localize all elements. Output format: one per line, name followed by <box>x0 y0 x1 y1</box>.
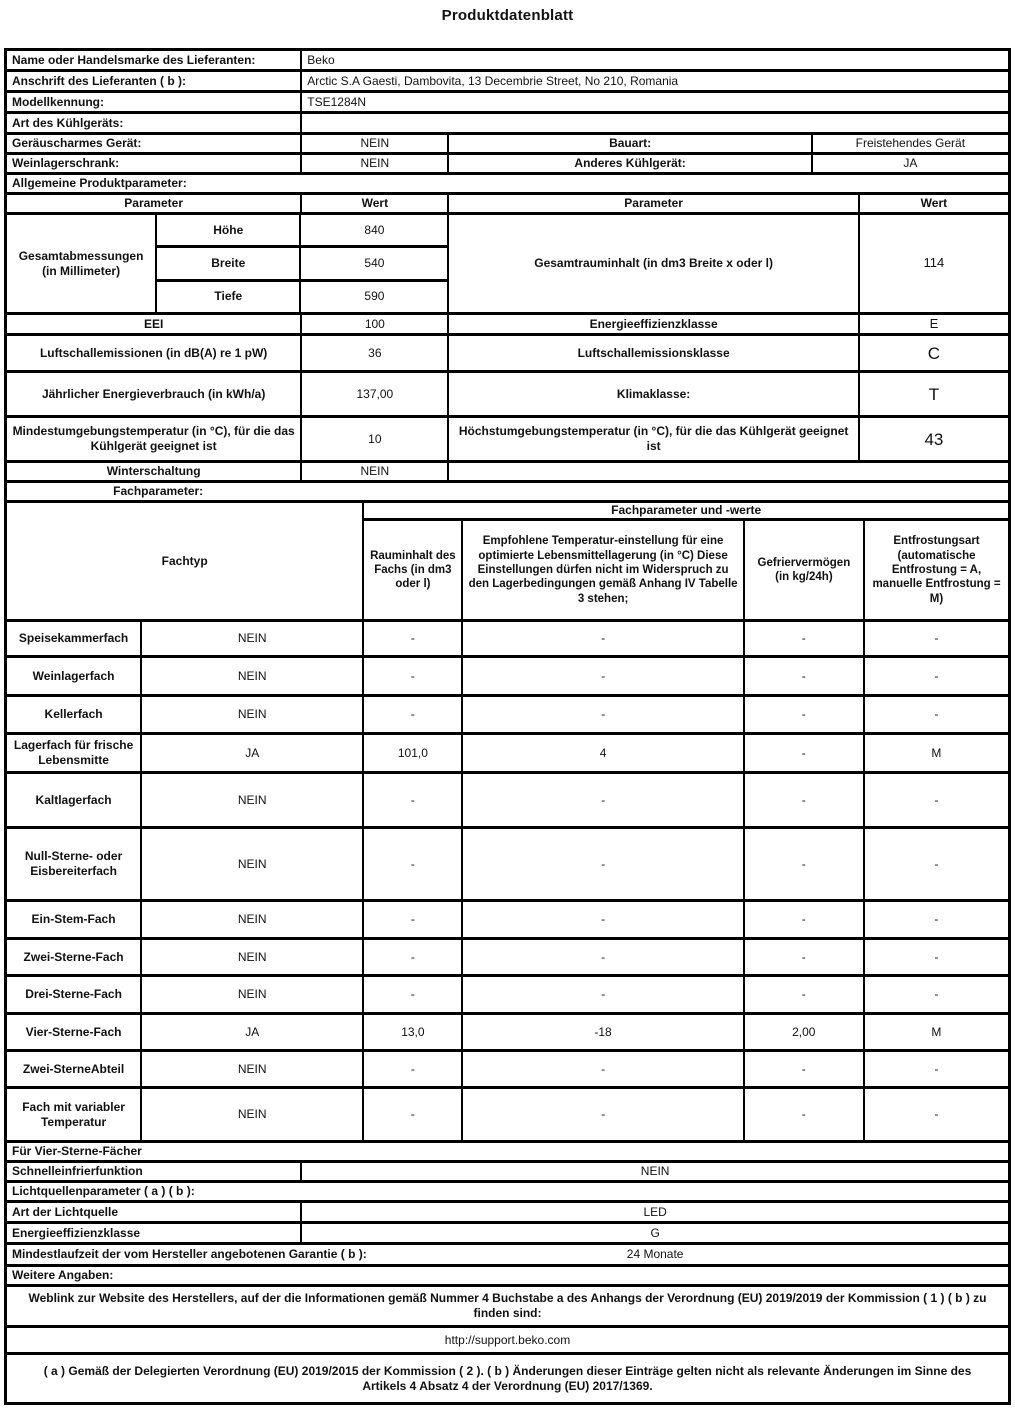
compartment-present: NEIN <box>142 1052 364 1086</box>
compartment-volume: - <box>364 1052 463 1086</box>
value-cell: 590 <box>364 289 385 304</box>
value-cell: LED <box>643 1204 667 1219</box>
table-row-winter-setting <box>7 463 1008 483</box>
compartment-freezing: - <box>745 658 865 694</box>
section-header-compartment <box>7 483 1008 503</box>
compartment-present: JA <box>142 1015 364 1049</box>
compartment-name: Fach mit variabler Temperatur <box>7 1089 142 1140</box>
label-cell: Bauart: <box>449 135 812 152</box>
column-header-defrost-type: Entfrostungsart (automatische Entfrostung = A, manuelle Entfrostung = M) <box>872 535 1001 605</box>
compartment-temperature: -18 <box>463 1015 744 1049</box>
section-title: Lichtquellenparameter ( a ) ( b ): <box>12 1184 195 1199</box>
table-row-dimensions <box>7 215 1008 315</box>
compartment-defrost: - <box>934 949 939 964</box>
table-row-compartment <box>7 977 1008 1015</box>
compartment-temperature: - <box>463 977 744 1012</box>
compartment-temperature: - <box>463 697 744 732</box>
value-cell: 10 <box>302 418 449 460</box>
label-cell: Jährlicher Energieverbrauch (in kWh/a) <box>7 373 302 415</box>
weblink-note: Weblink zur Website des Herstellers, auf der die Informationen gemäß Nummer 4 Buchstabe a des Anhangs der Verordnung (EU) 2019/2019 der Kommission ( 1 ) ( b ) zu finden sind: <box>28 1291 987 1321</box>
value-cell: JA <box>903 156 918 170</box>
section-header-more-info <box>7 1267 1008 1287</box>
compartment-present: JA <box>142 735 364 771</box>
label-text: Mindestlaufzeit der vom Hersteller angebotenen Garantie ( b ): <box>12 1247 367 1262</box>
compartment-freezing: 2,00 <box>745 1015 865 1049</box>
table-row-compartment <box>7 658 1008 697</box>
table-row-compartment <box>7 940 1008 977</box>
value-cell: Freistehendes Gerät <box>855 136 966 150</box>
table-row-depth <box>157 282 447 312</box>
compartment-freezing: - <box>745 697 865 732</box>
table-row-supplier-address <box>7 72 1008 93</box>
compartment-temperature: 4 <box>463 735 744 771</box>
compartment-temperature: - <box>463 774 744 826</box>
value-cell: 43 <box>924 429 944 449</box>
compartment-defrost: M <box>931 1024 942 1039</box>
label-cell: Anderes Kühlgerät: <box>449 155 812 172</box>
compartment-present: NEIN <box>142 940 364 974</box>
compartment-temperature: - <box>463 658 744 694</box>
label-cell: Höchstumgebungstemperatur (in °C), für die das Kühlgerät geeignet ist <box>449 418 859 460</box>
column-header-freezing-capacity: Gefriervermögen (in kg/24h) <box>745 521 865 619</box>
compartment-defrost: - <box>934 707 939 722</box>
column-header: Wert <box>302 195 449 212</box>
label-cell: Luftschallemissionen (in dB(A) re 1 pW) <box>7 336 302 370</box>
section-title: Für Vier-Sterne-Fächer <box>12 1144 142 1159</box>
compartment-name: Lagerfach für frische Lebensmitte <box>7 735 142 771</box>
label-cell: Schnelleinfrierfunktion <box>7 1163 302 1180</box>
table-row-height <box>157 215 447 248</box>
label-cell: Luftschallemissionsklasse <box>449 336 859 370</box>
compartment-defrost: - <box>934 987 939 1002</box>
label-cell: Energieeffizienzklasse <box>7 1224 302 1242</box>
table-row-compartment <box>7 1015 1008 1052</box>
table-row-fast-freeze <box>7 1163 1008 1183</box>
compartment-header-group <box>364 503 1008 619</box>
table-row-weblink-note <box>7 1287 1008 1328</box>
warranty-cell <box>7 1245 1008 1264</box>
section-header-general <box>7 175 1008 195</box>
compartment-volume: 101,0 <box>364 735 463 771</box>
compartment-name: Speisekammerfach <box>7 622 142 655</box>
compartment-temperature: - <box>463 1052 744 1086</box>
dimensions-subtable <box>157 215 449 312</box>
compartment-freezing: - <box>745 622 865 655</box>
value-text: 24 Monate <box>626 1247 684 1262</box>
table-row-width <box>157 248 447 281</box>
compartment-volume: - <box>364 977 463 1012</box>
compartment-freezing: - <box>745 829 865 899</box>
compartment-freezing: - <box>745 902 865 937</box>
table-row-appliance-type <box>7 114 1008 135</box>
section-title: Allgemeine Produktparameter: <box>12 176 187 190</box>
table-row-compartment <box>7 1052 1008 1089</box>
compartment-name: Zwei-SterneAbteil <box>7 1052 142 1086</box>
table-row-supplier-name <box>7 51 1008 72</box>
compartment-present: NEIN <box>142 829 364 899</box>
compartment-present: NEIN <box>142 1089 364 1140</box>
label-cell: Breite <box>157 248 301 278</box>
compartment-name: Zwei-Sterne-Fach <box>7 940 142 974</box>
compartment-defrost: - <box>934 1061 939 1076</box>
compartment-volume: - <box>364 940 463 974</box>
compartment-volume: - <box>364 902 463 937</box>
compartment-temperature: - <box>463 1089 744 1140</box>
value-cell: 540 <box>364 255 385 270</box>
label-cell: Name oder Handelsmarke des Lieferanten: <box>7 51 302 69</box>
compartment-name: Null-Sterne- oder Eisbereiterfach <box>7 829 142 899</box>
compartment-freezing: - <box>745 1052 865 1086</box>
table-row-compartment <box>7 902 1008 940</box>
table-row-compartment <box>7 1089 1008 1143</box>
section-title-text: Fachparameter: <box>113 484 204 499</box>
compartment-name: Kellerfach <box>7 697 142 732</box>
label-cell: Höhe <box>157 215 301 245</box>
label-cell: Gesamtabmessungen (in Millimeter) <box>7 215 157 312</box>
compartment-freezing: - <box>745 735 865 771</box>
table-row-model-id <box>7 93 1008 114</box>
section-header-four-star <box>7 1143 1008 1163</box>
compartment-name: Kaltlagerfach <box>7 774 142 826</box>
value-cell: 137,00 <box>302 373 449 415</box>
compartment-volume: - <box>364 1089 463 1140</box>
column-header: Parameter <box>7 195 302 212</box>
label-cell: Geräuscharmes Gerät: <box>7 135 302 152</box>
compartment-temperature: - <box>463 829 744 899</box>
compartment-present: NEIN <box>142 658 364 694</box>
compartment-defrost: - <box>934 912 939 927</box>
value-cell: 100 <box>302 315 449 333</box>
value-cell: NEIN <box>640 1164 670 1179</box>
compartment-name: Drei-Sterne-Fach <box>7 977 142 1012</box>
compartment-volume: - <box>364 622 463 655</box>
table-row-compartment <box>7 774 1008 829</box>
column-header: Parameter <box>449 195 859 212</box>
value-cell: Beko <box>307 52 335 67</box>
column-header-temperature: Empfohlene Temperatur-einstellung für eine optimierte Lebensmittellagerung (in °C) Diese Einstellungen dürfen nicht im Widerspruch zu den Lagerbedingungen gemäß Anhang IV Tabelle 3 stehen; <box>463 521 744 619</box>
compartment-present: NEIN <box>142 977 364 1012</box>
value-cell: NEIN <box>302 463 449 480</box>
table-row-compartment <box>7 697 1008 735</box>
table-row-warranty <box>7 1245 1008 1267</box>
compartment-present: NEIN <box>142 622 364 655</box>
compartment-freezing: - <box>745 1089 865 1140</box>
compartment-volume: 13,0 <box>364 1015 463 1049</box>
column-header-volume: Rauminhalt des Fachs (in dm3 oder l) <box>364 521 463 619</box>
product-datasheet-table <box>4 48 1011 1405</box>
table-row-light-type <box>7 1203 1008 1224</box>
compartment-freezing: - <box>745 940 865 974</box>
label-cell: Art des Kühlgeräts: <box>7 114 302 132</box>
compartment-defrost: - <box>934 631 939 646</box>
compartment-name: Vier-Sterne-Fach <box>7 1015 142 1049</box>
compartment-volume: - <box>364 829 463 899</box>
empty-cell <box>449 463 1008 480</box>
table-row-light-energy-class <box>7 1224 1008 1245</box>
value-cell: NEIN <box>302 155 449 172</box>
label-cell: Tiefe <box>157 282 301 312</box>
compartment-subheaders <box>364 521 1008 619</box>
label-cell: EEI <box>7 315 302 333</box>
compartment-temperature: - <box>463 902 744 937</box>
value-cell: 36 <box>302 336 449 370</box>
value-cell: 840 <box>364 222 385 237</box>
group-title: Fachparameter und -werte <box>364 503 1008 521</box>
label-cell: Energieeffizienzklasse <box>449 315 859 333</box>
compartment-name: Weinlagerfach <box>7 658 142 694</box>
label-cell: Modellkennung: <box>7 93 302 111</box>
value-cell: G <box>650 1225 660 1240</box>
table-row-low-noise <box>7 135 1008 155</box>
table-row-energy-consumption <box>7 373 1008 418</box>
section-title: Weitere Angaben: <box>12 1268 114 1283</box>
compartment-temperature: - <box>463 940 744 974</box>
value-cell: T <box>928 384 940 404</box>
compartment-freezing: - <box>745 977 865 1012</box>
value-cell: Arctic S.A Gaesti, Dambovita, 13 Decembrie Street, No 210, Romania <box>307 73 679 88</box>
compartment-defrost: - <box>934 792 939 807</box>
label-cell: Weinlagerschrank: <box>7 155 302 172</box>
value-cell <box>302 114 1008 132</box>
table-row-compartment <box>7 829 1008 902</box>
compartment-temperature: - <box>463 622 744 655</box>
compartment-volume: - <box>364 774 463 826</box>
label-cell: Gesamtrauminhalt (in dm3 Breite x oder l) <box>449 215 859 312</box>
value-cell: NEIN <box>302 135 449 152</box>
label-cell: Winterschaltung <box>7 463 302 480</box>
compartment-present: NEIN <box>142 697 364 732</box>
value-cell: TSE1284N <box>307 94 366 109</box>
value-cell: 114 <box>923 255 945 271</box>
label-cell: Art der Lichtquelle <box>7 1203 302 1221</box>
column-header: Wert <box>920 196 948 210</box>
compartment-defrost: M <box>931 745 942 760</box>
page-title: Produktdatenblatt <box>441 7 574 24</box>
label-cell: Mindestumgebungstemperatur (in °C), für die das Kühlgerät geeignet ist <box>7 418 302 460</box>
table-row-compartment-header <box>7 503 1008 622</box>
compartment-name: Ein-Stem-Fach <box>7 902 142 937</box>
table-row-param-header <box>7 195 1008 215</box>
compartment-volume: - <box>364 658 463 694</box>
table-row-wine-storage <box>7 155 1008 175</box>
compartment-defrost: - <box>934 1107 939 1122</box>
value-cell: E <box>929 316 939 331</box>
table-row-noise <box>7 336 1008 373</box>
label-cell: Anschrift des Lieferanten ( b ): <box>7 72 302 90</box>
compartment-defrost: - <box>934 668 939 683</box>
section-title <box>7 483 1008 500</box>
compartment-freezing: - <box>745 774 865 826</box>
table-row-ambient-temperature <box>7 418 1008 463</box>
value-cell: C <box>927 343 941 363</box>
table-row-footnote <box>7 1355 1008 1402</box>
compartment-defrost: - <box>934 856 939 871</box>
footnote-text: ( a ) Gemäß der Delegierten Verordnung (EU) 2019/2015 der Kommission ( 2 ). ( b ) Änderungen dieser Einträge gelten nicht als relevante Änderungen im Sinne des Artikels 4 Absatz 4 der Verordnung (EU) 2017/1369. <box>43 1363 972 1393</box>
table-row-eei <box>7 315 1008 336</box>
section-header-light <box>7 1183 1008 1203</box>
compartment-present: NEIN <box>142 902 364 937</box>
table-row-compartment <box>7 622 1008 658</box>
table-row-compartment <box>7 735 1008 774</box>
compartment-present: NEIN <box>142 774 364 826</box>
compartment-volume: - <box>364 697 463 732</box>
label-cell: Klimaklasse: <box>449 373 859 415</box>
column-header-fachtyp: Fachtyp <box>7 503 364 619</box>
table-row-weblink-url <box>7 1328 1008 1355</box>
weblink-url: http://support.beko.com <box>444 1332 571 1347</box>
